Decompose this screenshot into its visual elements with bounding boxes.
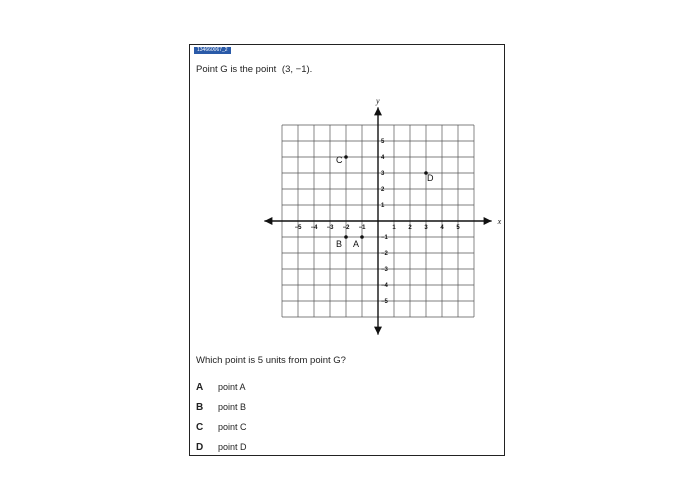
choice-letter: A (196, 381, 204, 393)
x-tick-label: −4 (310, 225, 318, 231)
choice-letter: B (196, 401, 204, 413)
point-label-a: A (353, 239, 360, 249)
y-tick-label: 2 (381, 187, 385, 193)
point-label-b: B (336, 239, 343, 249)
y-tick-label: −1 (381, 235, 388, 241)
question-card (189, 44, 505, 456)
y-tick-label: 4 (381, 155, 385, 161)
x-axis-arrow-right-icon (484, 217, 492, 225)
choice-text: point C (218, 422, 247, 432)
coordinate-plane (260, 89, 500, 339)
x-tick-label: 1 (392, 225, 396, 231)
y-tick-label: 1 (381, 203, 385, 209)
choice-d[interactable] (196, 437, 496, 457)
answer-choices (196, 377, 496, 457)
x-tick-label: −3 (326, 225, 334, 231)
choice-text: point A (218, 382, 246, 392)
choice-text: point B (218, 402, 247, 412)
x-tick-label: 4 (440, 225, 444, 231)
y-axis-arrow-down-icon (374, 327, 382, 335)
choice-b[interactable] (196, 397, 496, 417)
point-b (344, 235, 348, 239)
point-c (344, 155, 348, 159)
question-stem (196, 64, 312, 75)
y-tick-label: −4 (381, 283, 388, 289)
y-axis-arrow-up-icon (374, 107, 382, 115)
x-tick-label: −5 (294, 225, 302, 231)
choice-text: point D (218, 442, 247, 452)
x-tick-label: −2 (342, 225, 350, 231)
choice-letter: D (196, 441, 204, 453)
x-tick-label: 3 (424, 225, 428, 231)
question-text: Which point is 5 units from point G? (196, 355, 346, 366)
x-tick-label: 5 (456, 225, 460, 231)
stem-text: Point G is the point (196, 64, 277, 75)
y-tick-label: −3 (381, 267, 388, 273)
y-tick-label: 5 (381, 139, 385, 145)
point-label-d: D (427, 173, 434, 183)
x-tick-label: 2 (408, 225, 412, 231)
choice-a[interactable] (196, 377, 496, 397)
item-id-badge: 134660067_2 (194, 47, 231, 54)
y-tick-label: −2 (381, 251, 388, 257)
choice-c[interactable] (196, 417, 496, 437)
x-axis-label: x (497, 217, 502, 226)
y-tick-label: 3 (381, 171, 385, 177)
y-axis-label: y (376, 96, 380, 106)
x-axis-arrow-left-icon (264, 217, 272, 225)
point-label-c: C (336, 155, 343, 165)
y-tick-label: −5 (381, 299, 388, 305)
x-tick-label: −1 (358, 225, 366, 231)
point-a (360, 235, 364, 239)
choice-letter: C (196, 421, 204, 433)
stem-coordinate: (3, −1). (281, 64, 313, 75)
